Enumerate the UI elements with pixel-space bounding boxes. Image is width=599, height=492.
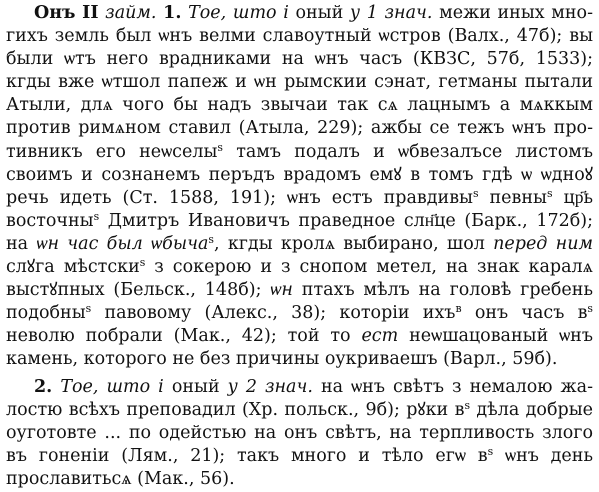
superscript-marker: s: [217, 140, 223, 154]
sense-number: 2.: [34, 376, 53, 397]
headword: Онъ: [34, 3, 76, 23]
citation-text: межи иных мно-гихъ земль был ѡнъ велми славоутный ѡстров (Валх., 47б); вы были ѡтъ него врадниками на ѡнъ часъ (КВЗС, 57б, 1533); кгды вже ѡтшол папеж и ѡн рымскии сэнат, гетманы пытали Атыли, длѧ чого бы надъ звычаи так сѧ лацнымъ а мѧккым против римѧном ставил (Атыла, 229); ажбы се тежъ ѡнъ про-тивникъ его неѡселы: [6, 3, 593, 162]
citation-italic: ест: [361, 326, 399, 347]
citation-text: з сокерою и з снопом метел, на знак каралѧ выстꙋпных (Бельск., 148б);: [6, 257, 593, 301]
superscript-marker: в: [455, 302, 462, 316]
citation-text: онъ часъ в: [474, 303, 588, 324]
superscript-marker: s: [93, 209, 100, 223]
superscript-marker: s: [546, 186, 553, 200]
superscript-marker: s: [139, 256, 146, 270]
superscript-marker: s: [487, 444, 494, 458]
superscript-marker: s: [472, 186, 479, 200]
citation-text: , кгды кролѧ выбирано, шол: [214, 233, 485, 254]
sense-reference: 2 знач.: [245, 376, 313, 397]
citation-text: Дмитръ Ивановичъ праведное слн҃це (Барк., 172б); на: [6, 210, 593, 254]
citation-text: ѡнъ день прославитьсѧ (Мак., 56).: [6, 445, 593, 489]
definition-italic: Тое, што і: [60, 376, 164, 397]
superscript-marker: s: [85, 302, 92, 316]
citation-text: дѣла добрые оуготовте ... по одейстью на онъ свѣтъ, на терпливость злого въ гоненіи (Лям., 21); такъ много и тѣло егѡ в: [6, 399, 593, 466]
citation-italic: ѡн час был ѡбыча: [36, 233, 209, 254]
dictionary-entry-sense-1: [6, 2, 593, 372]
citation-text: павовому (Алекс., 38); которіи ихъ: [104, 303, 456, 324]
definition-italic: у: [227, 376, 238, 397]
citation-text: птахъ мѣлъ на головѣ гребень подобны: [6, 280, 593, 324]
definition-italic: у: [349, 3, 361, 23]
citation-italic: перед ним: [493, 233, 593, 254]
definition-word: оный: [295, 3, 344, 23]
citation-italic: ѡн: [270, 280, 293, 301]
superscript-marker: s: [208, 232, 214, 246]
definition-italic: Тое, што і: [188, 3, 289, 23]
citation-text: на ѡнъ свѣтъ з немалою жа-лостю всѣхъ преповадил (Хр. польск., 9б); рꙋки в: [6, 376, 593, 420]
dictionary-entry-sense-2: [6, 376, 593, 491]
citation-text: певны: [489, 187, 547, 208]
homonym-number: ІІ: [82, 3, 99, 23]
sense-number: 1.: [163, 3, 182, 23]
citation-text: тамъ подалъ и ѡбвезалъсе листомъ своимъ и сознанемъ перъдъ врадомъ емꙋ в томъ гдѣ ѡ ѡдноꙋ речь идеть (Ст. 1588, 191); ѡнъ естъ правдивы: [6, 141, 593, 208]
sense-reference: 1 знач.: [366, 3, 433, 23]
definition-word: оный: [171, 376, 220, 397]
citation-text: неѡшацованый ѡнъ камень, которого не без причины оукриваешъ (Варл., 59б).: [6, 326, 593, 370]
citation-text: цр҃ь восточны: [6, 187, 593, 231]
superscript-marker: s: [587, 302, 593, 316]
citation-text: неволю побрали (Мак., 42); той то: [6, 326, 351, 347]
citation-text: слꙋга мѣстски: [6, 257, 140, 278]
part-of-speech: займ.: [105, 3, 157, 23]
superscript-marker: s: [464, 398, 471, 412]
